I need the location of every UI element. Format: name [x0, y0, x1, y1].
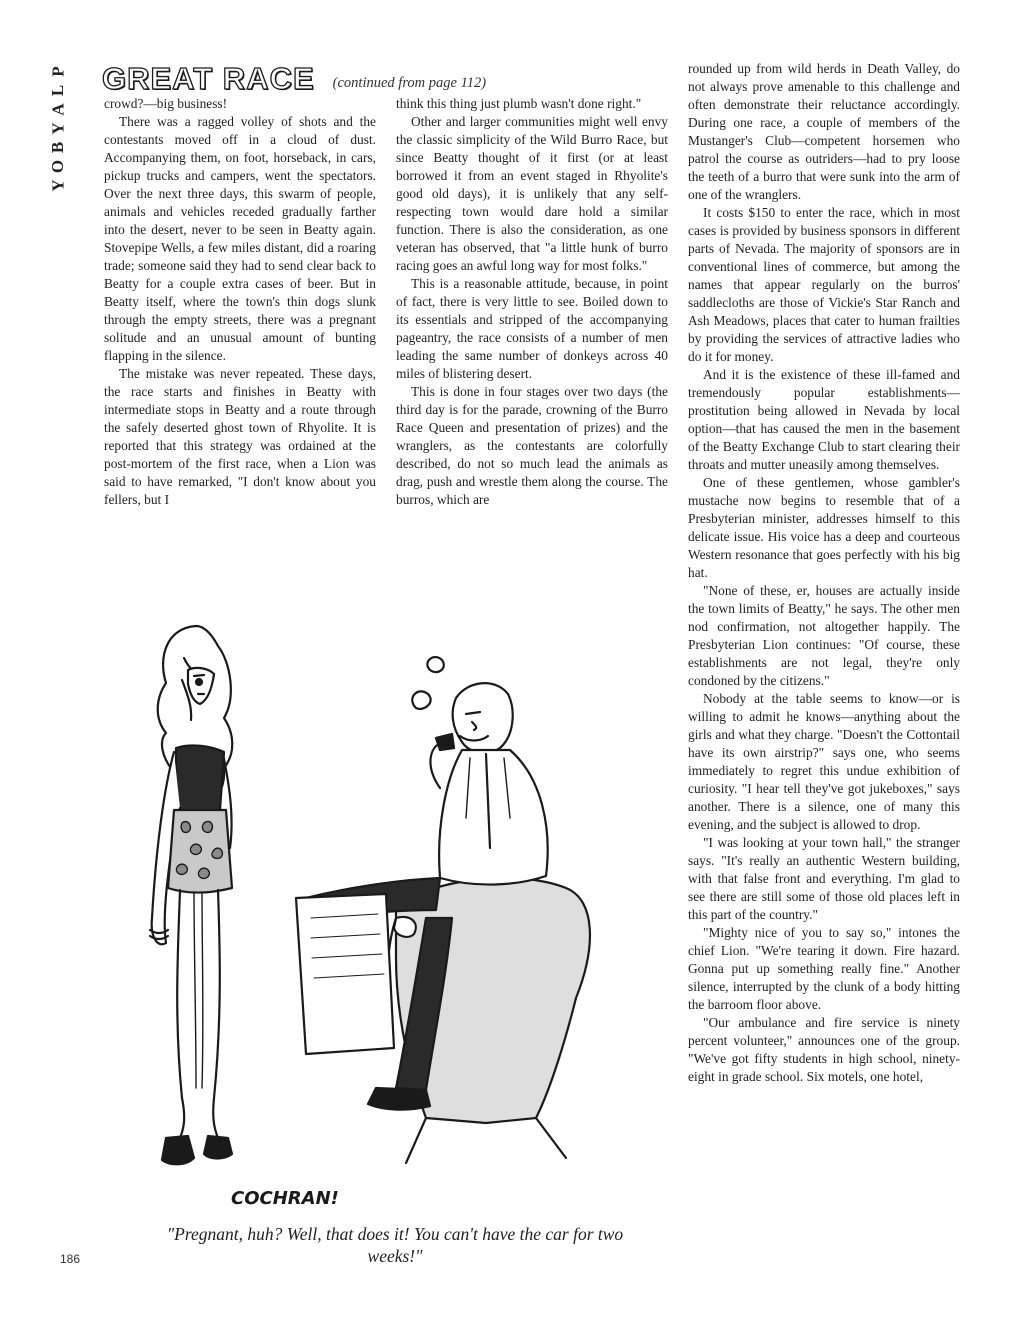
girl-top — [176, 745, 224, 812]
paragraph: "I was looking at your town hall," the stranger says. "It's really an authentic Western building, with that false front and everything. I'm glad to see there are still some of those old places left in this part of the country." — [688, 835, 960, 922]
paragraph: think this thing just plumb wasn't done right." — [396, 96, 642, 111]
playboy-vertical-wordmark — [48, 62, 70, 195]
paragraph: "Our ambulance and fire service is ninety percent volunteer," announces one of the group. "We've got fifty students in high school, ninety-eight in grade school. Six motels, one hotel, — [688, 1015, 960, 1084]
wordmark-letter: L — [48, 84, 68, 97]
paragraph: crowd?—big business! — [104, 96, 228, 111]
cartoon-illustration — [96, 618, 681, 1218]
wordmark-letter: Y — [48, 122, 68, 135]
paragraph: This is a reasonable attitude, because, in point of fact, there is very little to see. Boiled down to its essentials and stripped of the accompanying pageantry, the race consists of a number of men leading the same number of donkeys across 40 miles of blistering desert. — [396, 276, 668, 381]
column-1 — [104, 95, 376, 509]
paragraph: There was a ragged volley of shots and the contestants moved off in a cloud of dust. Accompanying them, on foot, horseback, in cars, pickup trucks and campers, went the spectators. Over the next three days, this swarm of people, animals and vehicles receded gradually farther into the desert, never to be seen in Beatty again. Stovepipe Wells, a few miles distant, did a roaring trade; someone said they had to send clear back to Beatty for a couple extra cases of beer. But in Beatty itself, where the town's thin dogs slunk through the empty streets, there was a pregnant solitude and an unusual amount of bunting flapping in the silence. — [104, 114, 376, 363]
man-body — [439, 750, 548, 885]
article-title: GREAT RACE — [102, 61, 315, 96]
wordmark-letter: B — [48, 141, 68, 154]
artist-signature: COCHRAN! — [231, 1188, 339, 1209]
girl-shoes — [162, 1136, 194, 1164]
paragraph: "Mighty nice of you to say so," intones the chief Lion. "We're tearing it down. Fire hazard. Gonna put up something really fine." Another silence, interrupted by the clunk of a body hitting the barroom floor above. — [688, 925, 960, 1012]
wordmark-letter: Y — [48, 179, 68, 192]
man-head — [453, 683, 513, 753]
paragraph: It costs $150 to enter the race, which in most cases is provided by business sponsors in different parts of Nevada. The majority of sponsors are in conventional lines of commerce, but among the names that appear regularly on the burros' saddlecloths are those of Vickie's Star Ranch and Ash Meadows, places that cater to human frailties by providing the services of attractive ladies who do it for money. — [688, 205, 960, 364]
paragraph: rounded up from wild herds in Death Valley, do not always prove amenable to this challenge and often demonstrate their reluctance accordingly. During one race, a couple of members of the Mustanger's Club—competent horsemen who patrol the course as outriders—had to pry loose the teeth of a burro that were sunk into the arm of one of the wranglers. — [688, 61, 960, 202]
wordmark-letter: A — [48, 103, 68, 116]
paragraph: Other and larger communities might well envy the classic simplicity of the Wild Burro Race, but since Beatty thought of it first (or at least borrowed it from an event staged in Rhyolite's good old days), it is unlikely that any self-respecting town would dare hold a similar function. There is also the consideration, as one veteran has observed, that "a little hunk of burro racing goes an awful long way for most folks." — [396, 114, 668, 273]
paragraph: Nobody at the table seems to know—or is willing to admit he knows—anything about the girls and what they charge. "Doesn't the Cottontail have its own airstrip?" says one, who seems immediately to regret this undue exhibition of curiosity. "I hear tell they've got jukeboxes," says another. There is a silence, one of many this evening, and the subject is allowed to drop. — [688, 691, 960, 832]
paragraph: The mistake was never repeated. These days, the race starts and finishes in Beatty with intermediate stops in Beatty and a route through the safely deserted ghost town of Rhyolite. It is reported that this strategy was ordained at the post-mortem of the first race, when a Lion was said to have remarked, "I don't know about you fellers, but I — [104, 366, 376, 507]
paragraph: This is done in four stages over two days (the third day is for the parade, crowning of the Burro Race Queen and presentation of prizes) and the wranglers, as the contestants are colorfully described, do not so much lead the animals as drag, push and wrestle them along the course. The burros, which are — [396, 384, 668, 507]
column-2 — [396, 95, 668, 509]
paragraph: And it is the existence of these ill-famed and tremendously popular establishments—prostitution being allowed in Nevada by local option—that has caused the men in the basement of the Beatty Exchange Club to start clearing their throats and mutter uneasily among themselves. — [688, 367, 960, 472]
continued-note: (continued from page 112) — [332, 75, 487, 91]
article-header — [102, 58, 662, 94]
wordmark-letter: O — [48, 159, 68, 174]
page-number: 186 — [60, 1252, 81, 1266]
girl-legs — [177, 890, 220, 1138]
cartoon-caption: "Pregnant, huh? Well, that does it! You can't have the car for two weeks!" — [166, 1224, 624, 1266]
paragraph: "None of these, er, houses are actually inside the town limits of Beatty," he says. The other men nod confirmation, not altogether happily. The Presbyterian Lion continues: "Of course, these establishments are not legal, they're only condoned by the citizens." — [688, 583, 960, 688]
paragraph: One of these gentlemen, whose gambler's mustache now begins to resemble that of a Presbyterian minister, addresses himself to this delicate issue. His voice has a deep and courteous Western resonance that goes perfectly with his big hat. — [688, 475, 960, 580]
column-3 — [688, 60, 960, 1086]
wordmark-letter: P — [48, 66, 68, 77]
